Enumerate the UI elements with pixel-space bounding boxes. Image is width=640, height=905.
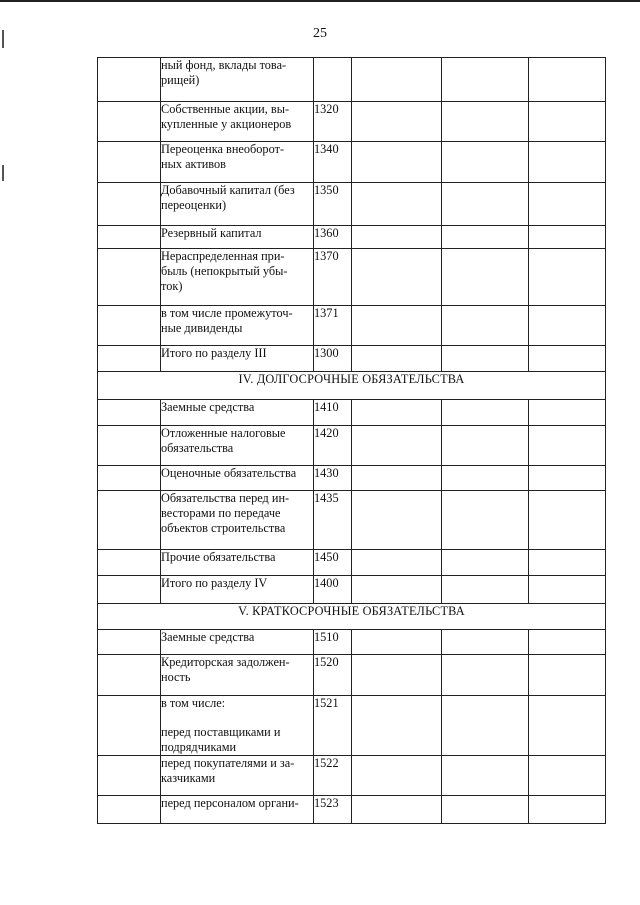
cell-line-code: 1371 bbox=[314, 306, 352, 346]
indicator-line: Отложенные налоговые bbox=[161, 426, 286, 440]
cell-note bbox=[98, 796, 161, 824]
table-row bbox=[98, 249, 606, 306]
indicator-line: казчиками bbox=[161, 771, 216, 785]
cell-indicator-name bbox=[161, 142, 314, 183]
indicator-line: Итого по разделу IV bbox=[161, 576, 268, 590]
indicator-line: ток) bbox=[161, 279, 183, 293]
cell-note bbox=[98, 306, 161, 346]
cell-value-current bbox=[352, 142, 442, 183]
table-row bbox=[98, 58, 606, 102]
section-title: V. КРАТКОСРОЧНЫЕ ОБЯЗАТЕЛЬСТВА bbox=[98, 604, 606, 630]
cell-line-code: 1521 bbox=[314, 696, 352, 756]
cell-indicator-name bbox=[161, 550, 314, 576]
indicator-line: Обязательства перед ин- bbox=[161, 491, 290, 505]
cell-value-previous bbox=[442, 226, 529, 249]
cell-value-prior bbox=[529, 426, 606, 466]
table-row bbox=[98, 102, 606, 142]
cell-line-code: 1300 bbox=[314, 346, 352, 372]
cell-value-current bbox=[352, 400, 442, 426]
cell-line-code bbox=[314, 58, 352, 102]
cell-note bbox=[98, 346, 161, 372]
scan-edge-mark bbox=[2, 165, 4, 181]
indicator-line: Собственные акции, вы- bbox=[161, 102, 290, 116]
cell-line-code: 1370 bbox=[314, 249, 352, 306]
cell-line-code: 1450 bbox=[314, 550, 352, 576]
section-title: IV. ДОЛГОСРОЧНЫЕ ОБЯЗАТЕЛЬСТВА bbox=[98, 372, 606, 400]
cell-value-previous bbox=[442, 102, 529, 142]
indicator-line: Оценочные обязательства bbox=[161, 466, 297, 480]
cell-indicator-name bbox=[161, 466, 314, 491]
cell-value-prior bbox=[529, 696, 606, 756]
table-row bbox=[98, 306, 606, 346]
cell-indicator-name bbox=[161, 58, 314, 102]
cell-value-prior bbox=[529, 550, 606, 576]
indicator-line: весторами по передаче bbox=[161, 506, 281, 520]
cell-value-previous bbox=[442, 400, 529, 426]
cell-value-current bbox=[352, 249, 442, 306]
cell-indicator-name bbox=[161, 426, 314, 466]
cell-value-previous bbox=[442, 756, 529, 796]
cell-value-current bbox=[352, 58, 442, 102]
cell-value-previous bbox=[442, 466, 529, 491]
cell-value-prior bbox=[529, 346, 606, 372]
cell-indicator-name bbox=[161, 491, 314, 550]
cell-indicator-name bbox=[161, 306, 314, 346]
cell-value-previous bbox=[442, 249, 529, 306]
cell-line-code: 1360 bbox=[314, 226, 352, 249]
indicator-line: купленные у акционеров bbox=[161, 117, 292, 131]
cell-value-current bbox=[352, 756, 442, 796]
cell-line-code: 1410 bbox=[314, 400, 352, 426]
cell-note bbox=[98, 142, 161, 183]
cell-value-current bbox=[352, 226, 442, 249]
cell-line-code: 1510 bbox=[314, 630, 352, 655]
table-row bbox=[98, 142, 606, 183]
cell-value-prior bbox=[529, 142, 606, 183]
cell-value-prior bbox=[529, 183, 606, 226]
indicator-line: перед поставщиками и bbox=[161, 725, 281, 739]
table-row bbox=[98, 466, 606, 491]
table-row bbox=[98, 655, 606, 696]
table-row bbox=[98, 226, 606, 249]
cell-value-previous bbox=[442, 550, 529, 576]
cell-value-prior bbox=[529, 655, 606, 696]
section-header-row bbox=[98, 372, 606, 400]
cell-value-prior bbox=[529, 576, 606, 604]
indicator-line: рищей) bbox=[161, 73, 200, 87]
cell-note bbox=[98, 756, 161, 796]
cell-note bbox=[98, 466, 161, 491]
indicator-line: в том числе: bbox=[161, 696, 226, 710]
cell-value-prior bbox=[529, 306, 606, 346]
cell-value-prior bbox=[529, 796, 606, 824]
table-body bbox=[98, 58, 606, 824]
cell-value-previous bbox=[442, 796, 529, 824]
indicator-line: Итого по разделу III bbox=[161, 346, 267, 360]
cell-line-code: 1350 bbox=[314, 183, 352, 226]
cell-value-previous bbox=[442, 426, 529, 466]
cell-note bbox=[98, 249, 161, 306]
cell-value-prior bbox=[529, 466, 606, 491]
cell-value-current bbox=[352, 655, 442, 696]
cell-value-current bbox=[352, 796, 442, 824]
indicator-line: Прочие обязательства bbox=[161, 550, 276, 564]
balance-sheet-table bbox=[97, 57, 606, 824]
cell-note bbox=[98, 630, 161, 655]
page-top-border bbox=[0, 0, 640, 2]
indicator-line: ных активов bbox=[161, 157, 226, 171]
table-row bbox=[98, 696, 606, 756]
cell-note bbox=[98, 102, 161, 142]
indicator-line: ность bbox=[161, 670, 191, 684]
table-row bbox=[98, 630, 606, 655]
cell-indicator-name bbox=[161, 756, 314, 796]
cell-value-current bbox=[352, 346, 442, 372]
cell-value-current bbox=[352, 576, 442, 604]
table-row bbox=[98, 756, 606, 796]
cell-value-prior bbox=[529, 249, 606, 306]
table-row bbox=[98, 491, 606, 550]
cell-note bbox=[98, 226, 161, 249]
cell-note bbox=[98, 491, 161, 550]
indicator-line: переоценки) bbox=[161, 198, 227, 212]
cell-indicator-name bbox=[161, 655, 314, 696]
indicator-line: Заемные средства bbox=[161, 400, 255, 414]
indicator-line: подрядчиками bbox=[161, 740, 237, 754]
cell-note bbox=[98, 58, 161, 102]
cell-value-current bbox=[352, 466, 442, 491]
cell-value-current bbox=[352, 306, 442, 346]
cell-line-code: 1400 bbox=[314, 576, 352, 604]
cell-line-code: 1520 bbox=[314, 655, 352, 696]
indicator-line: ный фонд, вклады това- bbox=[161, 58, 287, 72]
cell-indicator-name bbox=[161, 630, 314, 655]
cell-value-prior bbox=[529, 630, 606, 655]
cell-value-previous bbox=[442, 142, 529, 183]
cell-value-previous bbox=[442, 696, 529, 756]
cell-value-current bbox=[352, 630, 442, 655]
cell-value-previous bbox=[442, 183, 529, 226]
cell-value-previous bbox=[442, 306, 529, 346]
cell-note bbox=[98, 550, 161, 576]
cell-note bbox=[98, 400, 161, 426]
cell-value-current bbox=[352, 550, 442, 576]
cell-indicator-name bbox=[161, 400, 314, 426]
cell-value-previous bbox=[442, 655, 529, 696]
cell-value-prior bbox=[529, 58, 606, 102]
table-row bbox=[98, 346, 606, 372]
cell-value-current bbox=[352, 102, 442, 142]
cell-value-current bbox=[352, 696, 442, 756]
cell-value-current bbox=[352, 183, 442, 226]
cell-line-code: 1523 bbox=[314, 796, 352, 824]
cell-note bbox=[98, 183, 161, 226]
indicator-line: объектов строительства bbox=[161, 521, 286, 535]
table-row bbox=[98, 796, 606, 824]
cell-line-code: 1340 bbox=[314, 142, 352, 183]
cell-line-code: 1435 bbox=[314, 491, 352, 550]
cell-line-code: 1430 bbox=[314, 466, 352, 491]
cell-indicator-name bbox=[161, 796, 314, 824]
indicator-line: ные дивиденды bbox=[161, 321, 243, 335]
cell-value-prior bbox=[529, 400, 606, 426]
cell-line-code: 1420 bbox=[314, 426, 352, 466]
table-row bbox=[98, 400, 606, 426]
indicator-line: в том числе промежуточ- bbox=[161, 306, 293, 320]
section-header-row bbox=[98, 604, 606, 630]
cell-line-code: 1320 bbox=[314, 102, 352, 142]
cell-line-code: 1522 bbox=[314, 756, 352, 796]
indicator-line: Переоценка внеоборот- bbox=[161, 142, 285, 156]
cell-indicator-name bbox=[161, 183, 314, 226]
cell-note bbox=[98, 696, 161, 756]
cell-indicator-name bbox=[161, 696, 314, 756]
cell-indicator-name bbox=[161, 346, 314, 372]
cell-indicator-name bbox=[161, 249, 314, 306]
cell-value-prior bbox=[529, 102, 606, 142]
cell-value-previous bbox=[442, 491, 529, 550]
table-row bbox=[98, 426, 606, 466]
cell-value-previous bbox=[442, 576, 529, 604]
cell-value-current bbox=[352, 491, 442, 550]
indicator-line: быль (непокрытый убы- bbox=[161, 264, 288, 278]
cell-note bbox=[98, 426, 161, 466]
cell-value-prior bbox=[529, 491, 606, 550]
cell-indicator-name bbox=[161, 102, 314, 142]
indicator-line: Резервный капитал bbox=[161, 226, 262, 240]
cell-indicator-name bbox=[161, 576, 314, 604]
table-row bbox=[98, 576, 606, 604]
indicator-line: Заемные средства bbox=[161, 630, 255, 644]
cell-indicator-name bbox=[161, 226, 314, 249]
table-row bbox=[98, 183, 606, 226]
cell-value-previous bbox=[442, 346, 529, 372]
cell-note bbox=[98, 576, 161, 604]
table-row bbox=[98, 550, 606, 576]
cell-note bbox=[98, 655, 161, 696]
indicator-line: перед покупателями и за- bbox=[161, 756, 295, 770]
indicator-line: обязательства bbox=[161, 441, 234, 455]
cell-value-prior bbox=[529, 226, 606, 249]
indicator-line: перед персоналом органи- bbox=[161, 796, 299, 810]
indicator-line bbox=[161, 711, 313, 725]
page-number: 25 bbox=[313, 26, 327, 41]
cell-value-current bbox=[352, 426, 442, 466]
cell-value-prior bbox=[529, 756, 606, 796]
indicator-line: Добавочный капитал (без bbox=[161, 183, 295, 197]
cell-value-previous bbox=[442, 58, 529, 102]
indicator-line: Кредиторская задолжен- bbox=[161, 655, 290, 669]
cell-value-previous bbox=[442, 630, 529, 655]
indicator-line: Нераспределенная при- bbox=[161, 249, 285, 263]
